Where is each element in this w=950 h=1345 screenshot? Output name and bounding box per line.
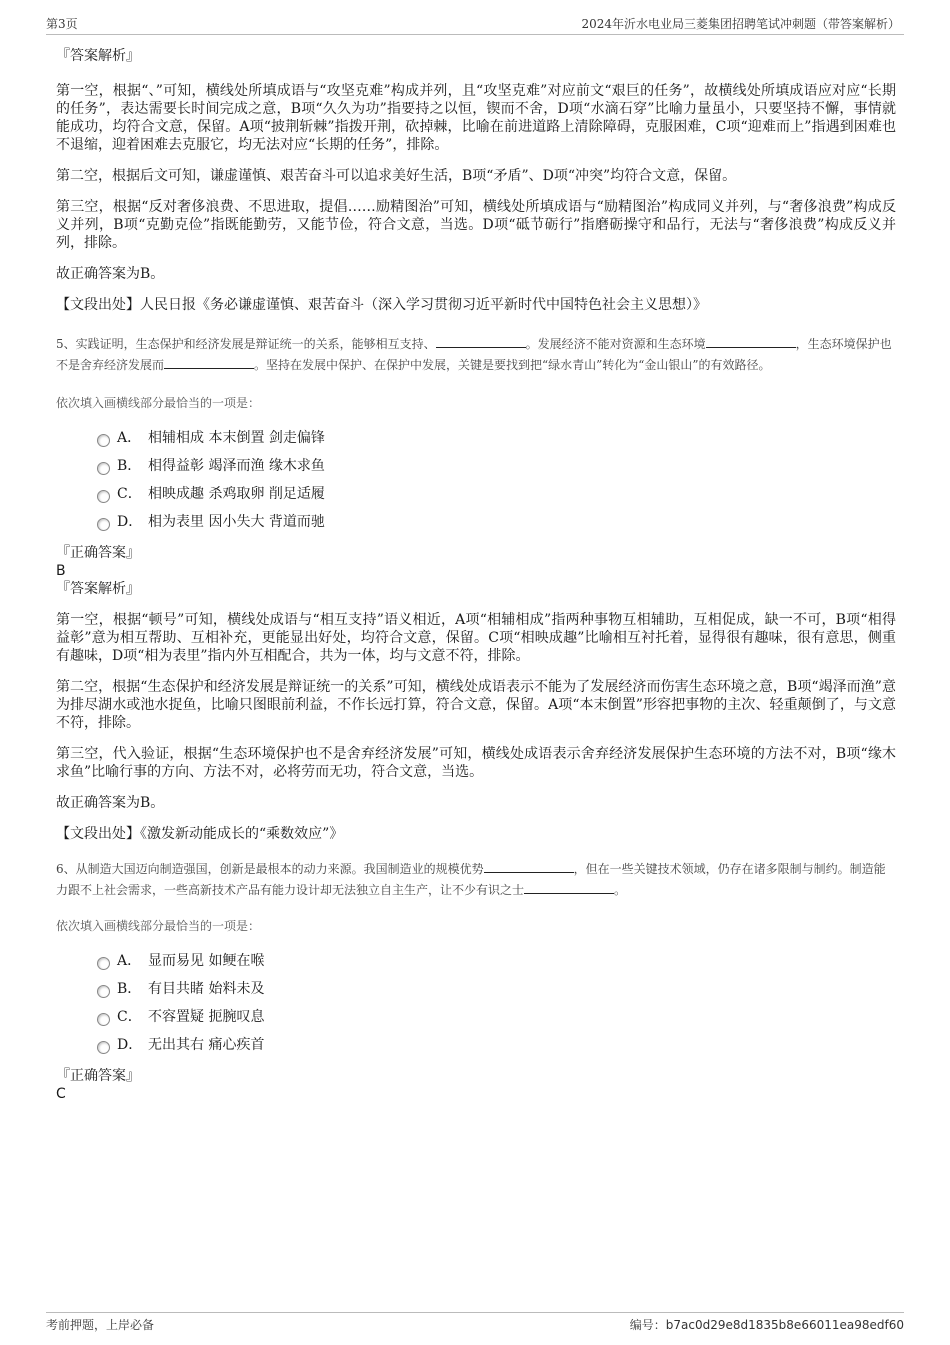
option-a[interactable]: A． 相辅相成 本末倒置 剑走偏锋 (56, 427, 896, 455)
question-prompt: 依次填入画横线部分最恰当的一项是： (56, 396, 261, 410)
source-citation: 【文段出处】人民日报《务必谦虚谨慎、艰苦奋斗（深入学习贯彻习近平新时代中国特色社会主义思想）》 (56, 297, 707, 313)
source-citation: 【文段出处】《激发新动能成长的“乘数效应”》 (56, 826, 344, 842)
analysis-paragraph: 第一空，根据“顿号”可知，横线处成语与“相互支持”语义相近，A项“相辅相成”指两种事物互相辅助，互相促成，缺一不可，B项“相得益彰”意为相互帮助、互相补充，更能显出好处，均符合文意，保留。C项“相映成趣”比喻相互衬托着，显得很有趣味，很有意思，侧重有趣味，D项“相为表里”指内外互相配合，共为一体，均与文意不符，排除。 (56, 612, 896, 664)
footer-slogan: 考前押题，上岸必备 (46, 1318, 155, 1332)
correct-answer: C (56, 1086, 66, 1102)
option-a[interactable]: A． 显而易见 如鲠在喉 (56, 950, 896, 978)
blank-line (706, 335, 796, 348)
option-c[interactable]: C． 相映成趣 杀鸡取卵 削足适履 (56, 483, 896, 511)
radio-icon[interactable] (97, 462, 110, 475)
page-number: 第3页 (46, 17, 78, 31)
options-list (56, 950, 896, 1062)
analysis-paragraph: 第一空，根据“、”可知，横线处所填成语与“攻坚克难”构成并列，且“攻坚克难”对应前文“艰巨的任务”，故横线处所填成语应对应“长期的任务”，表达需要长时间完成之意，B项“久久为功”指要持之以恒，锲而不舍，D项“水滴石穿”比喻力量虽小，只要坚持不懈，事情就能成功，均符合文意，保留。A项“披荆斩棘”指拨开荆，砍掉棘，比喻在前进道路上清除障碍，克服困难，C项“迎难而上”指遇到困难也不退缩，迎着困难去克服它，均无法对应“长期的任务”，排除。 (56, 83, 896, 153)
radio-icon[interactable] (97, 1041, 110, 1054)
question-stem: 5、实践证明，生态保护和经济发展是辩证统一的关系，能够相互支持、 。发展经济不能对资源和生态环境 ，生态环境保护也不是舍弃经济发展而 。坚持在发展中保护、在保护中发展，关键是要找到把“绿水青山”转化为“金山银山”的有效路径。 (56, 337, 892, 372)
main-content (56, 44, 896, 1102)
radio-icon[interactable] (97, 490, 110, 503)
code-value: b7ac0d29e8d1835b8e66011ea98edf60 (665, 1318, 904, 1332)
page-header (46, 14, 904, 35)
analysis-tag: 『答案解析』 (56, 581, 140, 597)
document-title: 2024年沂水电业局三菱集团招聘笔试冲刺题（带答案解析） (581, 17, 900, 31)
analysis-paragraph: 第二空，根据“生态保护和经济发展是辩证统一的关系”可知，横线处成语表示不能为了发展经济而伤害生态环境之意，B项“竭泽而渔”意为排尽湖水或池水捉鱼，比喻只图眼前利益，不作长远打算，符合文意，保留。A项“本末倒置”形容把事物的主次、轻重颠倒了，与文意不符，排除。 (56, 679, 896, 731)
document-code (630, 1316, 904, 1333)
radio-icon[interactable] (97, 1013, 110, 1026)
option-d[interactable]: D． 相为表里 因小失大 背道而驰 (56, 511, 896, 539)
option-c[interactable]: C． 不容置疑 扼腕叹息 (56, 1006, 896, 1034)
option-d[interactable]: D． 无出其右 痛心疾首 (56, 1034, 896, 1062)
analysis-paragraph: 第二空，根据后文可知，谦虚谨慎、艰苦奋斗可以追求美好生活，B项“矛盾”、D项“冲突”均符合文意，保留。 (56, 168, 737, 184)
correct-answer-tag: 『正确答案』 (56, 545, 140, 561)
conclusion: 故正确答案为B。 (56, 795, 165, 811)
correct-answer-tag: 『正确答案』 (56, 1068, 140, 1084)
conclusion: 故正确答案为B。 (56, 266, 165, 282)
correct-answer: B (56, 563, 66, 579)
options-list (56, 427, 896, 539)
option-b[interactable]: B． 相得益彰 竭泽而渔 缘木求鱼 (56, 455, 896, 483)
radio-icon[interactable] (97, 957, 110, 970)
radio-icon[interactable] (97, 434, 110, 447)
option-b[interactable]: B． 有目共睹 始料未及 (56, 978, 896, 1006)
radio-icon[interactable] (97, 985, 110, 998)
analysis-paragraph: 第三空，根据“反对奢侈浪费、不思进取，提倡……励精图治”可知，横线处所填成语与“励精图治”构成同义并列，与“奢侈浪费”构成反义并列，B项“克勤克俭”指既能勤劳，又能节俭，符合文意，当选。D项“砥节砺行”指磨砺操守和品行，无法与“奢侈浪费”构成反义并列，排除。 (56, 199, 896, 251)
blank-line (436, 335, 526, 348)
page-footer (46, 1312, 904, 1335)
analysis-paragraph: 第三空，代入验证，根据“生态环境保护也不是舍弃经济发展”可知，横线处成语表示舍弃经济发展保护生态环境的方法不对，B项“缘木求鱼”比喻行事的方向、方法不对，必将劳而无功，符合文意，当选。 (56, 746, 896, 780)
analysis-tag: 『答案解析』 (56, 48, 140, 64)
blank-line (164, 356, 254, 369)
blank-line (524, 881, 614, 894)
code-label: 编号： (629, 1318, 666, 1332)
radio-icon[interactable] (97, 518, 110, 531)
question-stem: 6、从制造大国迈向制造强国，创新是最根本的动力来源。我国制造业的规模优势 ，但在一些关键技术领域，仍存在诸多限制与制约。制造能力跟不上社会需求，一些高新技术产品有能力设计却无法独立自主生产，让不少有识之士 。 (56, 862, 886, 897)
question-prompt: 依次填入画横线部分最恰当的一项是： (56, 919, 261, 933)
blank-line (484, 860, 574, 873)
